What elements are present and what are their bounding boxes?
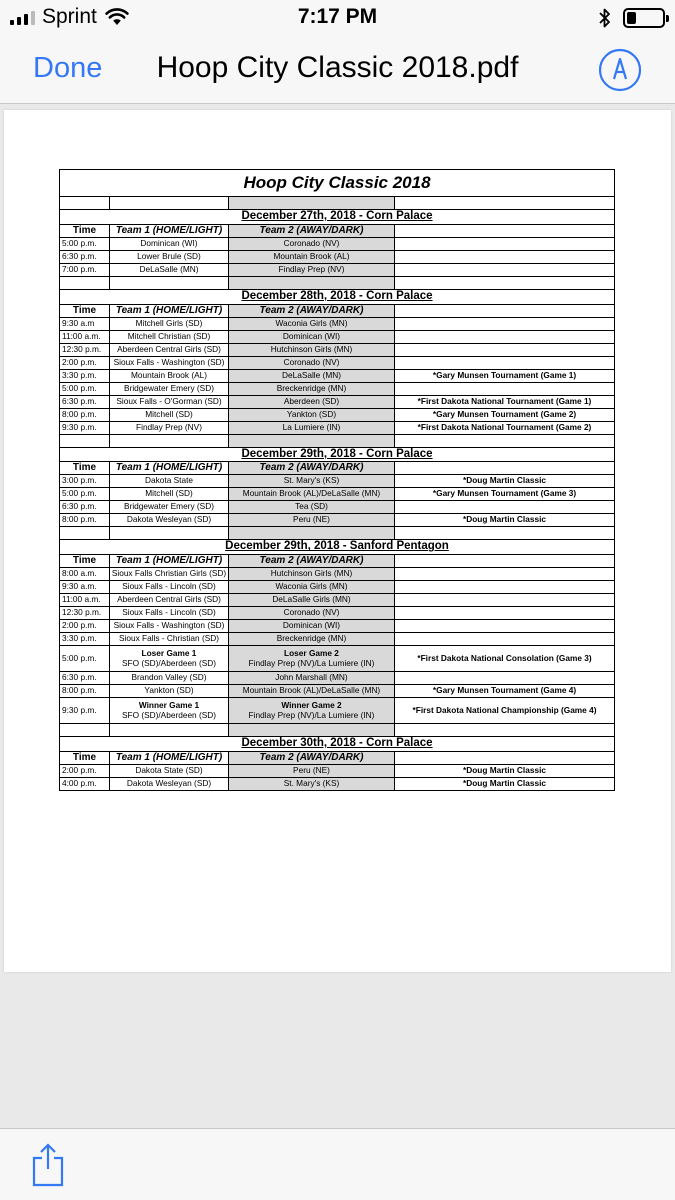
table-row: [60, 672, 615, 685]
game-time: 3:30 p.m.: [60, 633, 110, 646]
team-2: Waconia Girls (MN): [229, 581, 395, 594]
team-1: Sioux Falls - O'Gorman (SD): [110, 395, 229, 408]
table-cell: [60, 276, 110, 289]
section-heading: December 27th, 2018 - Corn Palace: [60, 210, 615, 225]
game-note: *Doug Martin Classic: [395, 514, 615, 527]
team-1: Winner Game 1 SFO (SD)/Aberdeen (SD): [110, 698, 229, 724]
team-2: Mountain Brook (AL): [229, 250, 395, 263]
blank-row: [60, 724, 615, 737]
game-time: 5:00 p.m.: [60, 488, 110, 501]
game-note: [395, 633, 615, 646]
table-row: [60, 698, 615, 724]
team-1: Mitchell (SD): [110, 408, 229, 421]
team-2: Loser Game 2 Findlay Prep (NV)/La Lumiere (IN): [229, 646, 395, 672]
game-time: 9:30 a.m.: [60, 581, 110, 594]
bluetooth-icon: [599, 7, 611, 29]
column-header: Team 2 (AWAY/DARK): [229, 304, 395, 317]
column-header-row: [60, 555, 615, 568]
team-1: Sioux Falls - Lincoln (SD): [110, 581, 229, 594]
team-1: Sioux Falls - Lincoln (SD): [110, 607, 229, 620]
table-row: [60, 594, 615, 607]
team-1: Mitchell (SD): [110, 488, 229, 501]
team-2: Breckenridge (MN): [229, 382, 395, 395]
team-1: Sioux Falls - Washington (SD): [110, 356, 229, 369]
team-2: John Marshall (MN): [229, 672, 395, 685]
game-note: [395, 330, 615, 343]
team-2: Findlay Prep (NV): [229, 263, 395, 276]
column-header: Team 1 (HOME/LIGHT): [110, 462, 229, 475]
table-row: [60, 475, 615, 488]
markup-pen-icon[interactable]: [598, 48, 642, 92]
game-time: 11:00 a.m.: [60, 330, 110, 343]
table-row: [60, 408, 615, 421]
pdf-page: [4, 110, 671, 972]
blank-row: [60, 527, 615, 540]
column-header: [395, 304, 615, 317]
game-note: [395, 607, 615, 620]
table-cell: [110, 724, 229, 737]
team-1: Aberdeen Central Girls (SD): [110, 594, 229, 607]
game-time: 11:00 a.m.: [60, 594, 110, 607]
game-time: 3:30 p.m.: [60, 369, 110, 382]
column-header-row: [60, 462, 615, 475]
table-row: [60, 607, 615, 620]
game-time: 8:00 p.m.: [60, 408, 110, 421]
game-note: *Doug Martin Classic: [395, 764, 615, 777]
game-note: [395, 594, 615, 607]
team-1: Mitchell Christian (SD): [110, 330, 229, 343]
game-time: 3:00 p.m.: [60, 475, 110, 488]
team-1: Brandon Valley (SD): [110, 672, 229, 685]
column-header-row: [60, 751, 615, 764]
table-row: [60, 237, 615, 250]
team-1: Sioux Falls - Washington (SD): [110, 620, 229, 633]
table-row: [60, 343, 615, 356]
game-time: 5:00 p.m.: [60, 646, 110, 672]
table-cell: [229, 527, 395, 540]
blank-row: [60, 197, 615, 210]
team-2: Yankton (SD): [229, 408, 395, 421]
game-time: 2:00 p.m.: [60, 620, 110, 633]
document-title: Hoop City Classic 2018.pdf: [156, 51, 519, 84]
table-cell: [229, 434, 395, 447]
table-row: [60, 330, 615, 343]
game-note: [395, 581, 615, 594]
section-heading: December 29th, 2018 - Corn Palace: [60, 447, 615, 462]
table-row: [60, 369, 615, 382]
game-note: *Doug Martin Classic: [395, 777, 615, 790]
game-time: 12:30 p.m.: [60, 607, 110, 620]
game-note: [395, 237, 615, 250]
game-time: 5:00 p.m.: [60, 382, 110, 395]
bottom-toolbar: [0, 1128, 675, 1200]
team-2: Hutchinson Girls (MN): [229, 343, 395, 356]
table-row: [60, 356, 615, 369]
column-header: Time: [60, 462, 110, 475]
table-title-row: [60, 170, 615, 197]
game-time: 6:30 p.m.: [60, 395, 110, 408]
section-heading-row: [60, 447, 615, 462]
section-heading-row: [60, 289, 615, 304]
column-header: Team 2 (AWAY/DARK): [229, 751, 395, 764]
column-header: [395, 224, 615, 237]
status-bar: [0, 0, 675, 38]
game-time: 8:00 p.m.: [60, 514, 110, 527]
team-2: Peru (NE): [229, 764, 395, 777]
table-cell: [229, 197, 395, 210]
team-1: DeLaSalle (MN): [110, 263, 229, 276]
game-note: [395, 317, 615, 330]
column-header: Team 2 (AWAY/DARK): [229, 555, 395, 568]
game-time: 2:00 p.m.: [60, 356, 110, 369]
game-note: [395, 501, 615, 514]
game-note: [395, 568, 615, 581]
team-2: Coronado (NV): [229, 356, 395, 369]
game-note: [395, 343, 615, 356]
column-header-row: [60, 304, 615, 317]
team-1: Dominican (WI): [110, 237, 229, 250]
navigation-bar: [0, 38, 675, 104]
column-header: [395, 462, 615, 475]
section-heading-row: [60, 737, 615, 752]
table-cell: [229, 724, 395, 737]
column-header: Time: [60, 224, 110, 237]
column-header: Team 1 (HOME/LIGHT): [110, 224, 229, 237]
team-2: St. Mary's (KS): [229, 777, 395, 790]
game-note: *First Dakota National Tournament (Game 2): [395, 421, 615, 434]
game-note: *Doug Martin Classic: [395, 475, 615, 488]
game-time: 7:00 p.m.: [60, 263, 110, 276]
carrier-name: Sprint: [42, 5, 97, 28]
share-icon[interactable]: [30, 1143, 66, 1187]
game-note: *Gary Munsen Tournament (Game 2): [395, 408, 615, 421]
game-time: 12:30 p.m.: [60, 343, 110, 356]
team-1: Dakota State: [110, 475, 229, 488]
table-cell: [60, 724, 110, 737]
game-time: 6:30 p.m.: [60, 672, 110, 685]
table-cell: [60, 434, 110, 447]
table-row: [60, 395, 615, 408]
game-time: 5:00 p.m.: [60, 237, 110, 250]
schedule-table: [59, 169, 615, 791]
game-time: 9:30 p.m.: [60, 421, 110, 434]
team-2: La Lumiere (IN): [229, 421, 395, 434]
section-heading: December 30th, 2018 - Corn Palace: [60, 737, 615, 752]
team-1: Aberdeen Central Girls (SD): [110, 343, 229, 356]
team-1: Dakota Wesleyan (SD): [110, 777, 229, 790]
status-right: [599, 7, 665, 29]
game-time: 9:30 p.m.: [60, 698, 110, 724]
game-time: 8:00 p.m.: [60, 685, 110, 698]
team-1: Sioux Falls - Christian (SD): [110, 633, 229, 646]
team-1: Mitchell Girls (SD): [110, 317, 229, 330]
team-1: Loser Game 1 SFO (SD)/Aberdeen (SD): [110, 646, 229, 672]
section-heading: December 28th, 2018 - Corn Palace: [60, 289, 615, 304]
table-row: [60, 685, 615, 698]
table-row: [60, 263, 615, 276]
team-2: Waconia Girls (MN): [229, 317, 395, 330]
game-note: [395, 263, 615, 276]
team-2: Coronado (NV): [229, 237, 395, 250]
team-1: Bridgewater Emery (SD): [110, 382, 229, 395]
table-cell: [110, 527, 229, 540]
team-2: Coronado (NV): [229, 607, 395, 620]
section-heading-row: [60, 210, 615, 225]
table-row: [60, 421, 615, 434]
column-header: Time: [60, 555, 110, 568]
team-2: Peru (NE): [229, 514, 395, 527]
column-header: Team 2 (AWAY/DARK): [229, 224, 395, 237]
table-row: [60, 317, 615, 330]
game-note: *Gary Munsen Tournament (Game 1): [395, 369, 615, 382]
table-row: [60, 568, 615, 581]
table-cell: [395, 434, 615, 447]
table-cell: [229, 276, 395, 289]
team-2: DeLaSalle Girls (MN): [229, 594, 395, 607]
table-cell: [110, 434, 229, 447]
table-row: [60, 633, 615, 646]
table-row: [60, 777, 615, 790]
column-header: Team 1 (HOME/LIGHT): [110, 751, 229, 764]
table-row: [60, 488, 615, 501]
team-1: Lower Brule (SD): [110, 250, 229, 263]
team-2: St. Mary's (KS): [229, 475, 395, 488]
team-2: Tea (SD): [229, 501, 395, 514]
team-2: Dominican (WI): [229, 330, 395, 343]
column-header-row: [60, 224, 615, 237]
game-time: 6:30 p.m.: [60, 501, 110, 514]
table-row: [60, 382, 615, 395]
team-1: Bridgewater Emery (SD): [110, 501, 229, 514]
game-time: 9:30 a.m: [60, 317, 110, 330]
table-cell: [110, 276, 229, 289]
game-note: [395, 672, 615, 685]
game-note: [395, 356, 615, 369]
column-header: [395, 555, 615, 568]
team-1: Mountain Brook (AL): [110, 369, 229, 382]
team-2: Dominican (WI): [229, 620, 395, 633]
team-1: Findlay Prep (NV): [110, 421, 229, 434]
game-note: *First Dakota National Tournament (Game 1): [395, 395, 615, 408]
team-2: Winner Game 2 Findlay Prep (NV)/La Lumiere (IN): [229, 698, 395, 724]
team-2: DeLaSalle (MN): [229, 369, 395, 382]
team-2: Hutchinson Girls (MN): [229, 568, 395, 581]
game-time: 8:00 a.m.: [60, 568, 110, 581]
team-2: Mountain Brook (AL)/DeLaSalle (MN): [229, 488, 395, 501]
column-header: Time: [60, 304, 110, 317]
table-row: [60, 250, 615, 263]
column-header: Time: [60, 751, 110, 764]
status-time: 7:17 PM: [297, 5, 378, 28]
table-row: [60, 581, 615, 594]
table-cell: [395, 724, 615, 737]
table-cell: [395, 276, 615, 289]
game-time: 6:30 p.m.: [60, 250, 110, 263]
table-row: [60, 620, 615, 633]
schedule-title: Hoop City Classic 2018: [60, 170, 615, 197]
pdf-viewer[interactable]: [0, 104, 675, 1128]
game-note: [395, 382, 615, 395]
column-header: Team 2 (AWAY/DARK): [229, 462, 395, 475]
column-header: Team 1 (HOME/LIGHT): [110, 555, 229, 568]
blank-row: [60, 276, 615, 289]
team-1: Dakota State (SD): [110, 764, 229, 777]
column-header: Team 1 (HOME/LIGHT): [110, 304, 229, 317]
team-2: Mountain Brook (AL)/DeLaSalle (MN): [229, 685, 395, 698]
done-button[interactable]: Done: [33, 52, 103, 84]
table-row: [60, 501, 615, 514]
game-note: *Gary Munsen Tournament (Game 4): [395, 685, 615, 698]
column-header: [395, 751, 615, 764]
table-cell: [395, 527, 615, 540]
team-2: Aberdeen (SD): [229, 395, 395, 408]
game-note: [395, 250, 615, 263]
battery-icon: [623, 8, 665, 28]
table-row: [60, 646, 615, 672]
table-row: [60, 764, 615, 777]
game-note: *Gary Munsen Tournament (Game 3): [395, 488, 615, 501]
section-heading: December 29th, 2018 - Sanford Pentagon: [60, 540, 615, 555]
game-time: 2:00 p.m.: [60, 764, 110, 777]
table-cell: [110, 197, 229, 210]
section-heading-row: [60, 540, 615, 555]
table-cell: [60, 527, 110, 540]
table-cell: [395, 197, 615, 210]
team-1: Sioux Falls Christian Girls (SD): [110, 568, 229, 581]
game-note: *First Dakota National Championship (Game 4): [395, 698, 615, 724]
table-row: [60, 514, 615, 527]
team-2: Breckenridge (MN): [229, 633, 395, 646]
team-1: Dakota Wesleyan (SD): [110, 514, 229, 527]
team-1: Yankton (SD): [110, 685, 229, 698]
table-cell: [60, 197, 110, 210]
game-time: 4:00 p.m.: [60, 777, 110, 790]
game-note: *First Dakota National Consolation (Game 3): [395, 646, 615, 672]
game-note: [395, 620, 615, 633]
blank-row: [60, 434, 615, 447]
